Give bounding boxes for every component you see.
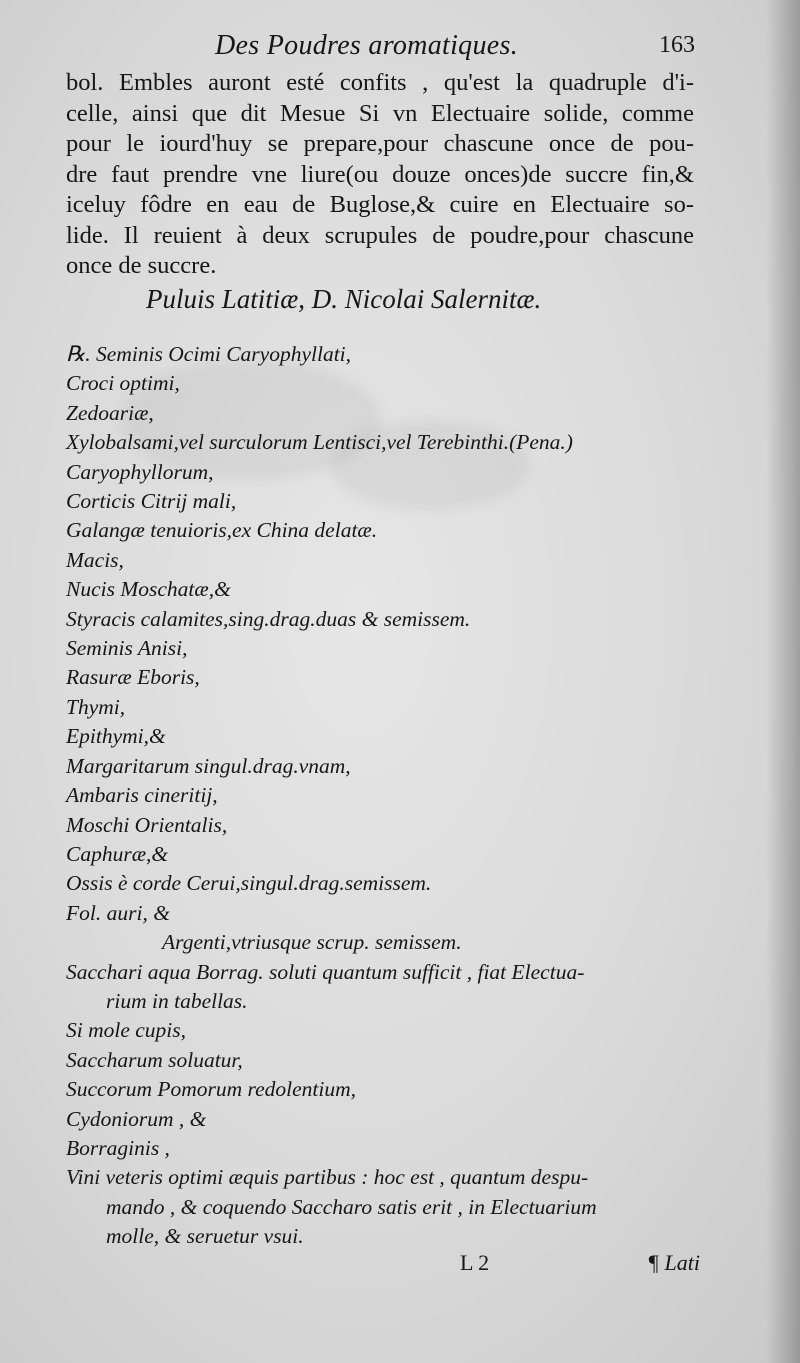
page-edge-shadow xyxy=(766,0,800,1363)
catchword: ¶ Lati xyxy=(647,1250,700,1275)
recipe-line: Galangæ tenuioris,ex China delatæ. xyxy=(66,518,378,543)
recipe-line: Fol. auri, & xyxy=(66,900,170,925)
recipe-list xyxy=(66,340,706,1252)
recipe-line: Sacchari aqua Borrag. soluti quantum sufficit , fiat Electua- xyxy=(66,959,585,984)
recipe-line: Ossis è corde Cerui,singul.drag.semissem. xyxy=(66,871,432,896)
recipe-line: Corticis Citrij mali, xyxy=(66,489,237,514)
recipe-line: Ambaris cineritij, xyxy=(66,783,218,808)
recipe-title: Puluis Latitiæ, D. Nicolai Salernitæ. xyxy=(146,284,542,314)
recipe-line: Caryophyllorum, xyxy=(66,459,214,484)
prose-line: dre faut prendre vne liure(ou douze onces)de succre fin,& xyxy=(66,160,694,188)
recipe-line: Saccharum soluatur, xyxy=(66,1047,243,1072)
recipe-line: ℞. Seminis Ocimi Caryophyllati, xyxy=(66,342,352,366)
recipe-line: Zedoariæ, xyxy=(66,400,154,425)
recipe-line: Thymi, xyxy=(66,694,126,719)
recipe-line: Seminis Anisi, xyxy=(66,636,188,661)
recipe-line: Si mole cupis, xyxy=(66,1018,187,1043)
recipe-line: Croci optimi, xyxy=(66,371,180,396)
signature-mark: L 2 xyxy=(460,1250,490,1275)
prose-line: bol. Embles auront esté confits , qu'est la quadruple d'i- xyxy=(66,69,694,96)
recipe-line: Argenti,vtriusque scrup. semissem. xyxy=(162,930,462,955)
recipe-line: Caphuræ,& xyxy=(66,841,169,866)
page-number: 163 xyxy=(659,32,695,58)
recipe-line: Margaritarum singul.drag.vnam, xyxy=(66,753,351,778)
recipe-line: Macis, xyxy=(66,547,124,572)
recipe-line: Rasuræ Eboris, xyxy=(66,665,200,690)
page-header xyxy=(215,30,695,70)
recipe-line: mando , & coquendo Saccharo satis erit , in Electuarium xyxy=(106,1194,597,1219)
prose-line: celle, ainsi que dit Mesue Si vn Electuaire solide, comme xyxy=(66,99,694,127)
recipe-line: molle, & seruetur vsui. xyxy=(106,1224,304,1249)
prose-line: once de succre. xyxy=(66,252,217,279)
prose-line: pour le iourd'huy se prepare,pour chascune once de pou- xyxy=(66,130,694,157)
recipe-line: Xylobalsami,vel surculorum Lentisci,vel Terebinthi.(Pena.) xyxy=(66,430,573,455)
recipe-line: Styracis calamites,sing.drag.duas & semissem. xyxy=(66,606,471,631)
running-title: Des Poudres aromatiques. xyxy=(215,30,518,61)
recipe-line: rium in tabellas. xyxy=(106,988,248,1013)
prose-line: iceluy fôdre en eau de Buglose,& cuire en Electuaire so- xyxy=(66,191,694,218)
recipe-line: Nucis Moschatæ,& xyxy=(66,577,231,602)
page-footer xyxy=(460,1250,700,1280)
recipe-line: Epithymi,& xyxy=(66,724,166,749)
prose-line: lide. Il reuient à deux scrupules de poudre,pour chascune xyxy=(66,221,694,249)
prose-paragraph xyxy=(66,68,694,282)
recipe-line: Vini veteris optimi æquis partibus : hoc est , quantum despu- xyxy=(66,1165,589,1190)
recipe-line: Succorum Pomorum redolentium, xyxy=(66,1077,357,1102)
recipe-line: Borraginis , xyxy=(66,1135,170,1160)
recipe-line: Cydoniorum , & xyxy=(66,1106,207,1131)
recipe-line: Moschi Orientalis, xyxy=(66,812,228,837)
